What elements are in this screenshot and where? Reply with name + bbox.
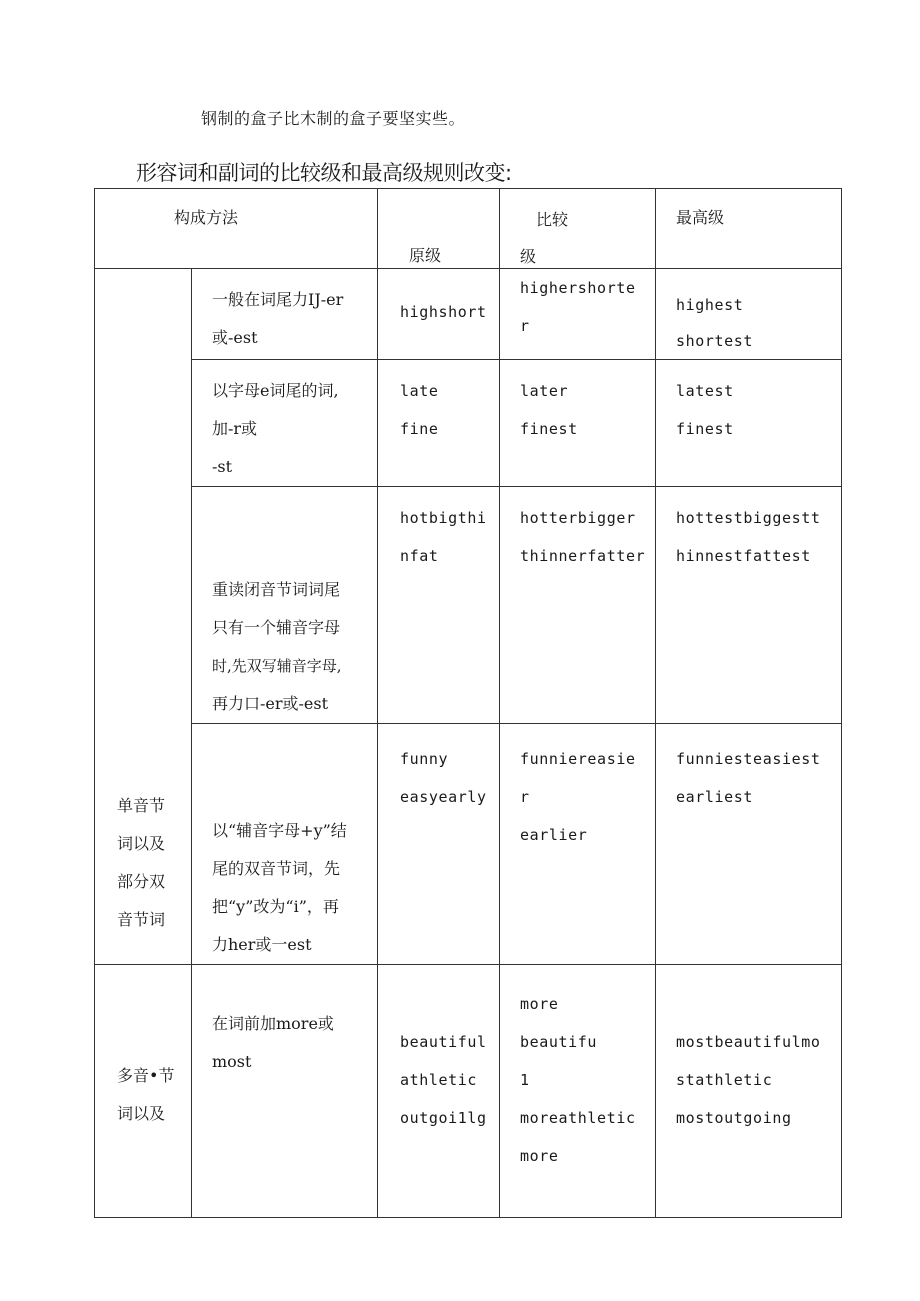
superlative-cell: latest finest <box>656 360 842 487</box>
positive-cell: late fine <box>378 360 500 487</box>
group2-label: 多音•节 词以及 <box>95 965 192 1218</box>
rule-cell: 在词前加more或 most <box>192 965 378 1218</box>
table-row <box>95 360 842 487</box>
table-header-row <box>95 189 842 269</box>
header-comparative: 比较 级 <box>500 189 656 269</box>
rule-cell: 一般在词尾力IJ-er 或-est <box>192 269 378 360</box>
positive-cell: funny easyearly <box>378 724 500 965</box>
intro-sentence: 钢制的盒子比木制的盒子要坚实些。 <box>201 109 466 128</box>
comparative-cell: highershorte r <box>500 269 656 360</box>
rule-cell: 重读闭音节词词尾 只有一个辅音字母 时,先双写辅音字母, 再力口-er或-est <box>192 487 378 724</box>
positive-cell: beautiful athletic outgoi1lg <box>378 965 500 1218</box>
positive-cell: highshort <box>378 269 500 360</box>
header-method: 构成方法 <box>95 189 378 269</box>
header-positive: 原级 <box>378 189 500 269</box>
table-row <box>95 487 842 724</box>
section-title: 形容词和副词的比较级和最高级规则改变: <box>136 161 512 185</box>
superlative-cell: mostbeautifulmo stathletic mostoutgoing <box>656 965 842 1218</box>
superlative-cell: funniesteasiest earliest <box>656 724 842 965</box>
comparison-table <box>94 188 842 1218</box>
rule-cell: 以“辅音字母+y”结 尾的双音节词，先 把“y”改为“i”，再 力her或一est <box>192 724 378 965</box>
rule-cell: 以字母e词尾的词, 加-r或 -st <box>192 360 378 487</box>
table-row <box>95 724 842 965</box>
superlative-cell: hottestbiggestt hinnestfattest <box>656 487 842 724</box>
comparative-cell: funniereasie r earlier <box>500 724 656 965</box>
comparative-cell: more beautifu 1 moreathletic more <box>500 965 656 1218</box>
group1-label: 单音节 词以及 部分双 音节词 <box>95 269 192 965</box>
table-row <box>95 965 842 1218</box>
positive-cell: hotbigthi nfat <box>378 487 500 724</box>
header-superlative: 最高级 <box>656 189 842 269</box>
superlative-cell: highest shortest <box>656 269 842 360</box>
comparative-cell: later finest <box>500 360 656 487</box>
table-row <box>95 269 842 360</box>
comparative-cell: hotterbigger thinnerfatter <box>500 487 656 724</box>
